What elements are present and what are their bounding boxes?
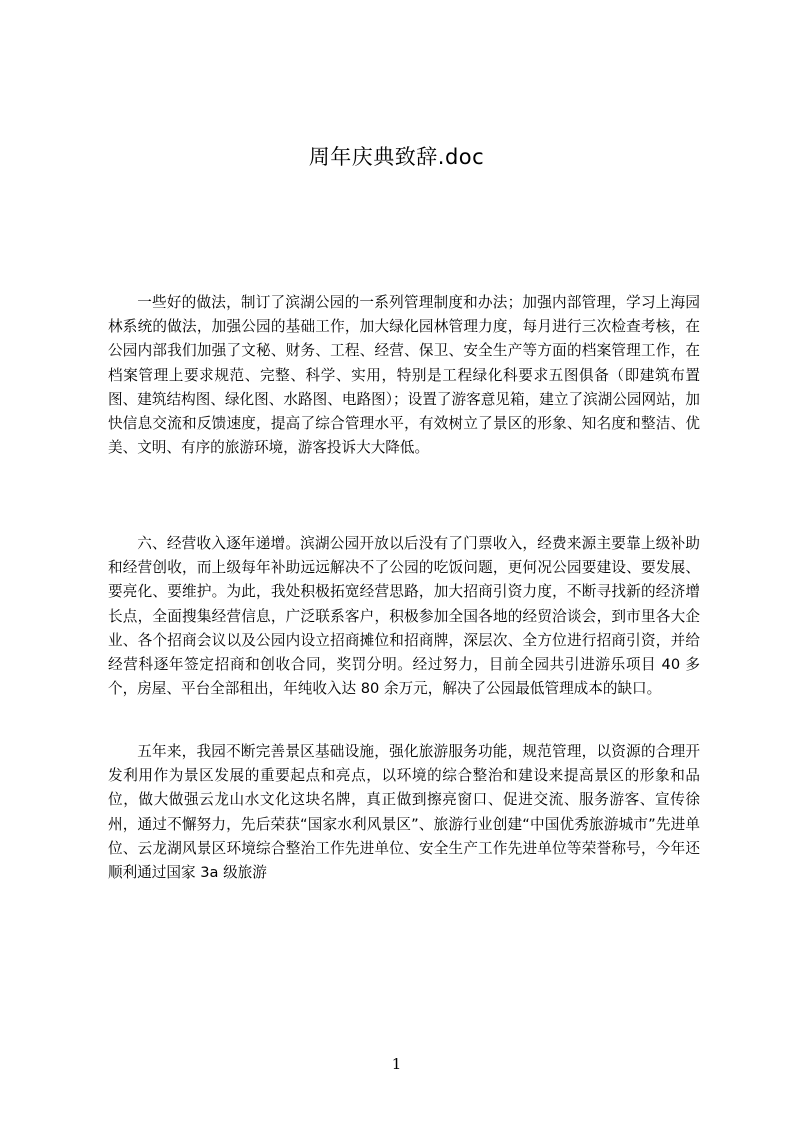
body-paragraph-3: 五年来，我园不断完善景区基础设施，强化旅游服务功能，规范管理，以资源的合理开发利用作为景区发展的重要起点和亮点，以环境的综合整治和建设来提高景区的形象和品位，做大做强云龙山水文化这块名牌，真正做到擦亮窗口、促进交流、服务游客、宣传徐州，通过不懈努力，先后荣获“国家水利风景区”、旅游行业创建“中国优秀旅游城市”先进单位、云龙湖风景区环境综合整治工作先进单位、安全生产工作先进单位等荣誉称号，今年还顺利通过国家 3a 级旅游 — [108, 743, 700, 882]
document-title: 周年庆典致辞.doc — [308, 145, 485, 169]
body-paragraph-1: 一些好的做法，制订了滨湖公园的一系列管理制度和办法；加强内部管理，学习上海园林系统的做法，加强公园的基础工作，加大绿化园林管理力度，每月进行三次检查考核，在公园内部我们加强了文秘、财务、工程、经营、保卫、安全生产等方面的档案管理工作，在档案管理上要求规范、完整、科学、实用，特别是工程绿化科要求五图俱备（即建筑布置图、建筑结构图、绿化图、水路图、电路图）；设置了游客意见箱，建立了滨湖公园网站，加快信息交流和反馈速度，提高了综合管理水平，有效树立了景区的形象、知名度和整洁、优美、文明、有序的旅游环境，游客投诉大大降低。 — [108, 294, 700, 457]
page-number: 1 — [391, 1055, 402, 1073]
body-paragraph-2: 六、经营收入逐年递增。滨湖公园开放以后没有了门票收入，经费来源主要靠上级补助和经营创收，而上级每年补助远远解决不了公园的吃饭问题，更何况公园要建设、要发展、要亮化、要维护。为此，我处积极拓宽经营思路，加大招商引资力度，不断寻找新的经济增长点，全面搜集经营信息，广泛联系客户，积极参加全国各地的经贸洽谈会，到市里各大企业、各个招商会议以及公园内设立招商摊位和招商牌，深层次、全方位进行招商引资，并给经营科逐年签定招商和创收合同，奖罚分明。经过努力，目前全园共引进游乐项目 40 多个，房屋、平台全部租出，年纯收入达 80 余万元，解决了公园最低管理成本的缺口。 — [108, 535, 700, 698]
